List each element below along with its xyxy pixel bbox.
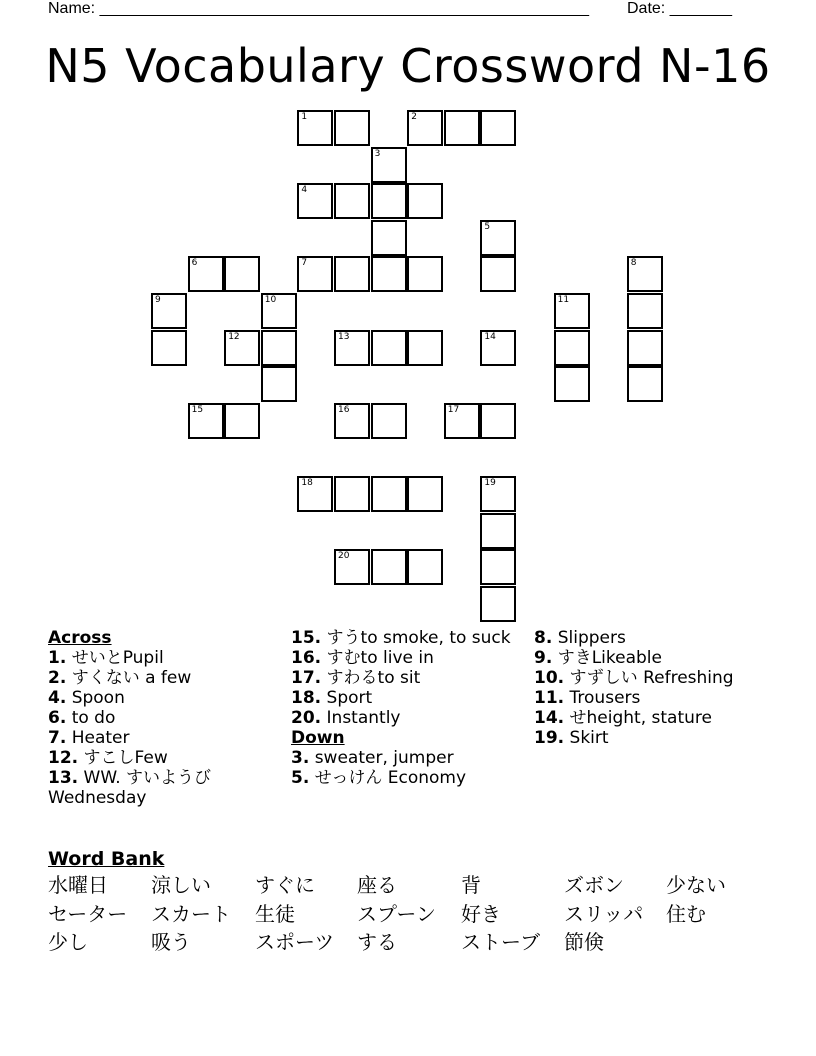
grid-cell[interactable] xyxy=(480,403,516,439)
grid-cell[interactable] xyxy=(334,330,370,366)
grid-cell[interactable] xyxy=(224,330,260,366)
clue-number: 13. xyxy=(48,768,79,788)
cell-number: 3 xyxy=(374,148,381,159)
clue-text: せっけん Economy xyxy=(309,768,467,788)
word-bank-item: スプーン xyxy=(357,901,436,926)
grid-cell[interactable] xyxy=(224,403,260,439)
grid-cell[interactable] xyxy=(627,330,663,366)
cell-number: 9 xyxy=(155,295,161,305)
clue-item xyxy=(291,648,516,668)
clue-text: Sport xyxy=(321,688,373,708)
grid-cell[interactable] xyxy=(371,476,407,512)
word-bank-item: 座る xyxy=(357,873,397,897)
clue-text: Skirt xyxy=(564,728,609,748)
page-title: N5 Vocabulary Crossword N-16 xyxy=(45,39,771,93)
clue-number: 4. xyxy=(48,688,67,708)
grid-cell[interactable] xyxy=(371,330,407,366)
word-bank-item: 住む xyxy=(666,901,706,926)
clue-text: すこしFew xyxy=(78,748,168,768)
grid-cell[interactable] xyxy=(334,476,370,512)
grid-cell[interactable] xyxy=(480,256,516,292)
grid-cell[interactable] xyxy=(480,549,516,585)
clue-text: せいとPupil xyxy=(66,648,164,668)
grid-cell[interactable] xyxy=(480,476,516,512)
clue-number: 1. xyxy=(48,648,67,668)
clue-text: せheight, stature xyxy=(564,708,712,728)
clue-number: 20. xyxy=(291,708,322,728)
clue-item xyxy=(534,728,794,748)
grid-cell[interactable] xyxy=(297,183,333,219)
cell-number: 15 xyxy=(191,404,204,415)
grid-cell[interactable] xyxy=(371,183,407,219)
clue-number: 7. xyxy=(48,728,67,748)
cell-number: 20 xyxy=(338,551,350,562)
clue-number: 5. xyxy=(291,768,310,788)
grid-cell[interactable] xyxy=(407,476,443,512)
clues-column-2 xyxy=(291,628,516,788)
clue-number: 15. xyxy=(291,628,322,648)
clue-text: Spoon xyxy=(66,688,125,708)
date-field-label: Date: _______ xyxy=(627,0,732,17)
clue-text: すわるto sit xyxy=(321,668,421,688)
cell-number: 18 xyxy=(301,478,313,488)
word-bank-item: 水曜日 xyxy=(48,873,108,897)
clue-number: 12. xyxy=(48,748,79,768)
clue-number: 18. xyxy=(291,688,322,708)
grid-cell[interactable] xyxy=(554,366,590,402)
clue-heading: Across xyxy=(48,628,112,648)
clue-number: 3. xyxy=(291,748,310,768)
word-bank-item: 少ない xyxy=(666,873,726,897)
word-bank-item: スポーツ xyxy=(255,930,335,954)
grid-cell[interactable] xyxy=(627,366,663,402)
word-bank-item: スリッパ xyxy=(564,901,644,926)
grid-cell[interactable] xyxy=(334,403,370,439)
clue-item xyxy=(291,668,516,688)
grid-cell[interactable] xyxy=(371,147,407,183)
grid-cell[interactable] xyxy=(188,256,224,292)
cell-number: 4 xyxy=(301,185,308,196)
clue-text: すむto live in xyxy=(321,648,434,668)
grid-cell[interactable] xyxy=(627,256,663,292)
word-bank-title: Word Bank xyxy=(48,848,165,870)
clues-column-3 xyxy=(534,628,794,748)
grid-cell[interactable] xyxy=(297,476,333,512)
word-bank-item: スカート xyxy=(151,901,231,926)
word-bank-item: 少し xyxy=(48,930,88,954)
cell-number: 16 xyxy=(338,404,350,415)
clue-item xyxy=(48,748,273,768)
clue-number: 10. xyxy=(534,668,565,688)
clue-text: すくない a few xyxy=(66,668,192,688)
word-bank-item: 涼しい xyxy=(151,873,211,897)
clue-heading: Down xyxy=(291,728,345,748)
grid-cell[interactable] xyxy=(261,330,297,366)
clue-text: Instantly xyxy=(321,708,401,728)
cell-number: 5 xyxy=(484,221,491,232)
cell-number: 1 xyxy=(301,112,308,122)
clue-item xyxy=(291,688,516,708)
cell-number: 2 xyxy=(411,112,417,122)
grid-cell[interactable] xyxy=(371,403,407,439)
grid-cell[interactable] xyxy=(334,183,370,219)
grid-cell[interactable] xyxy=(480,330,516,366)
grid-cell[interactable] xyxy=(224,256,260,292)
cell-number: 12 xyxy=(228,331,240,342)
cell-number: 13 xyxy=(338,331,350,342)
grid-cell[interactable] xyxy=(407,183,443,219)
clue-item xyxy=(291,768,516,788)
grid-cell[interactable] xyxy=(444,403,480,439)
grid-cell[interactable] xyxy=(407,256,443,292)
word-bank-item: 好き xyxy=(461,901,501,926)
grid-cell[interactable] xyxy=(334,110,370,146)
word-bank-item: 生徒 xyxy=(255,901,295,926)
clue-text: すうto smoke, to suck xyxy=(321,628,511,648)
grid-cell[interactable] xyxy=(371,256,407,292)
grid-cell[interactable] xyxy=(334,256,370,292)
cell-number: 7 xyxy=(301,258,308,269)
clue-text: Slippers xyxy=(552,628,626,648)
clue-text: to do xyxy=(66,708,116,728)
grid-cell[interactable] xyxy=(297,110,333,146)
clue-item xyxy=(291,628,516,648)
word-bank-item: すぐに xyxy=(255,873,315,897)
clue-text: すきLikeable xyxy=(552,648,662,668)
grid-cell[interactable] xyxy=(261,366,297,402)
clue-number: 11. xyxy=(534,688,565,708)
grid-cell[interactable] xyxy=(554,330,590,366)
grid-cell[interactable] xyxy=(188,403,224,439)
grid-cell[interactable] xyxy=(407,330,443,366)
grid-cell[interactable] xyxy=(371,549,407,585)
grid-cell[interactable] xyxy=(444,110,480,146)
clue-item xyxy=(48,708,273,728)
clue-text: Trousers xyxy=(564,688,641,708)
clues-column-1 xyxy=(48,628,273,808)
word-bank-item: 節倹 xyxy=(564,930,604,954)
word-bank-item: する xyxy=(357,930,397,954)
cell-number: 6 xyxy=(191,258,198,269)
name-field-label: Name: _______________________________________________________ xyxy=(48,0,589,17)
grid-cell[interactable] xyxy=(407,110,443,146)
clue-number: 14. xyxy=(534,708,565,728)
grid-cell[interactable] xyxy=(297,256,333,292)
clue-number: 16. xyxy=(291,648,322,668)
grid-cell[interactable] xyxy=(480,110,516,146)
clue-item xyxy=(534,648,794,668)
clue-text: WW. すいようびWednesday xyxy=(48,768,212,808)
grid-cell[interactable] xyxy=(151,293,187,329)
clue-item xyxy=(291,708,516,728)
clue-item xyxy=(534,708,794,728)
clue-item xyxy=(48,648,273,668)
clue-number: 17. xyxy=(291,668,322,688)
clue-number: 6. xyxy=(48,708,67,728)
grid-cell[interactable] xyxy=(480,220,516,256)
grid-cell[interactable] xyxy=(371,220,407,256)
clue-number: 2. xyxy=(48,668,67,688)
cell-number: 11 xyxy=(557,295,570,305)
cell-number: 17 xyxy=(447,404,460,415)
word-bank-item: 吸う xyxy=(151,930,191,954)
clue-number: 9. xyxy=(534,648,553,668)
word-bank-item: セーター xyxy=(48,901,128,926)
word-bank-item: ズボン xyxy=(564,873,624,897)
cell-number: 14 xyxy=(484,331,496,342)
grid-cell[interactable] xyxy=(480,586,516,622)
grid-cell[interactable] xyxy=(334,549,370,585)
clue-text: sweater, jumper xyxy=(309,748,454,768)
clue-item xyxy=(534,668,794,688)
cell-number: 19 xyxy=(484,478,496,488)
clue-item xyxy=(48,728,273,748)
word-bank-item: 背 xyxy=(461,873,481,897)
clue-item xyxy=(534,628,794,648)
grid-cell[interactable] xyxy=(407,549,443,585)
word-bank-item: ストーブ xyxy=(461,930,540,954)
grid-cell[interactable] xyxy=(627,293,663,329)
clue-number: 19. xyxy=(534,728,565,748)
clue-text: すずしい Refreshing xyxy=(564,668,734,688)
clue-item xyxy=(291,748,516,768)
grid-cell[interactable] xyxy=(480,513,516,549)
grid-cell[interactable] xyxy=(554,293,590,329)
cell-number: 8 xyxy=(630,258,637,269)
clue-item xyxy=(534,688,794,708)
clue-item xyxy=(48,688,273,708)
grid-cell[interactable] xyxy=(151,330,187,366)
clue-item xyxy=(48,768,273,808)
clue-text: Heater xyxy=(66,728,130,748)
cell-number: 10 xyxy=(264,295,277,305)
clue-number: 8. xyxy=(534,628,553,648)
clue-item xyxy=(48,668,273,688)
grid-cell[interactable] xyxy=(261,293,297,329)
